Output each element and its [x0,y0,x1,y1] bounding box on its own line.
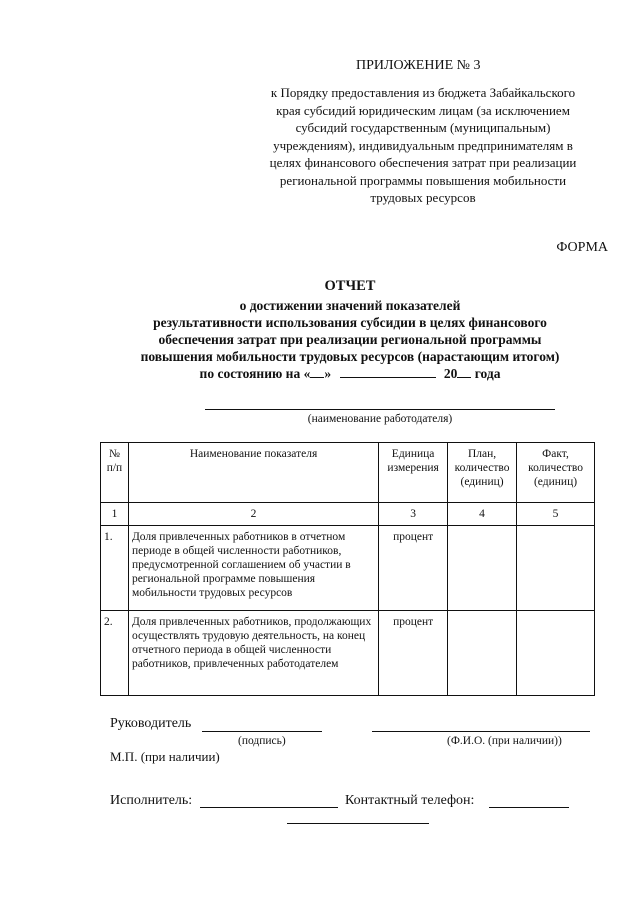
stamp-note: М.П. (при наличии) [110,749,220,764]
appendix-line: к Порядку предоставления из бюджета Забайкальского [270,85,576,100]
report-line: повышения мобильности трудовых ресурсов (нарастающим итогом) [140,349,560,364]
row-unit: процент [379,526,448,611]
header-fact: Факт, количество (единиц) [517,443,595,503]
form-label: ФОРМА [556,240,608,255]
day-field[interactable] [310,365,324,378]
col-number: 3 [379,503,448,526]
appendix-text [228,84,618,207]
col-number: 2 [128,503,378,526]
executor-label: Исполнитель: [110,793,193,808]
fio-field[interactable] [372,731,590,732]
executor-field[interactable] [200,807,338,808]
row-fact-cell[interactable] [517,526,595,611]
indicators-table [100,442,595,696]
report-title: ОТЧЕТ [324,278,376,294]
employer-name-field[interactable] [205,409,555,410]
row-indicator-name: Доля привлеченных работников в отчетном периоде в общей численности работников, предусмотренной соглашением об участии в региональной программе повышения мобильности трудовых ресурсов [128,526,378,611]
year-field[interactable] [457,365,471,378]
signature-caption: (подпись) [238,735,286,747]
table-row [101,611,595,696]
report-heading [100,278,600,382]
report-line: о достижении значений показателей [239,298,461,313]
date-prefix: по состоянию на « [199,366,311,381]
report-line: обеспечения затрат при реализации региональной программы [158,332,542,347]
fio-caption: (Ф.И.О. (при наличии)) [447,735,562,747]
row-num: 1. [101,526,129,611]
column-number-row [101,503,595,526]
header-name: Наименование показателя [128,443,378,503]
date-year: 20 [443,366,458,381]
month-field[interactable] [340,365,436,378]
date-mid: » [324,366,332,381]
date-suffix: года [471,366,501,381]
appendix-line: трудовых ресурсов [370,190,476,205]
employer-caption: (наименование работодателя) [307,413,453,425]
row-fact-cell[interactable] [517,611,595,696]
table-row [101,526,595,611]
col-number: 1 [101,503,129,526]
row-unit: процент [379,611,448,696]
row-num: 2. [101,611,129,696]
appendix-line: целях финансового обеспечения затрат при реализации [269,155,577,170]
table-header-row [101,443,595,503]
appendix-line: субсидий государственным (муниципальным) [295,120,551,135]
header-unit: Единица измерения [379,443,448,503]
col-number: 4 [448,503,517,526]
header-num: № п/п [101,443,129,503]
signature-field[interactable] [202,731,322,732]
col-number: 5 [517,503,595,526]
head-label: Руководитель [110,716,192,731]
report-date-line [100,365,600,382]
separator-line [287,823,429,824]
header-plan: План, количество (единиц) [448,443,517,503]
appendix-title: ПРИЛОЖЕНИЕ № 3 [356,58,481,73]
row-plan-cell[interactable] [448,611,517,696]
row-plan-cell[interactable] [448,526,517,611]
phone-label: Контактный телефон: [345,793,475,808]
appendix-line: учреждениям), индивидуальным предпринимателям в [273,137,573,153]
row-indicator-name: Доля привлеченных работников, продолжающих осуществлять трудовую деятельность, на конец отчетного периода в общей численности работников, привлеченных работодателем [128,611,378,696]
appendix-line: региональной программы повышения мобильности [279,172,567,188]
report-line: результативности использования субсидии в целях финансового [153,315,547,330]
phone-field[interactable] [489,807,569,808]
appendix-line: края субсидий юридическим лицам (за исключением [276,102,570,118]
